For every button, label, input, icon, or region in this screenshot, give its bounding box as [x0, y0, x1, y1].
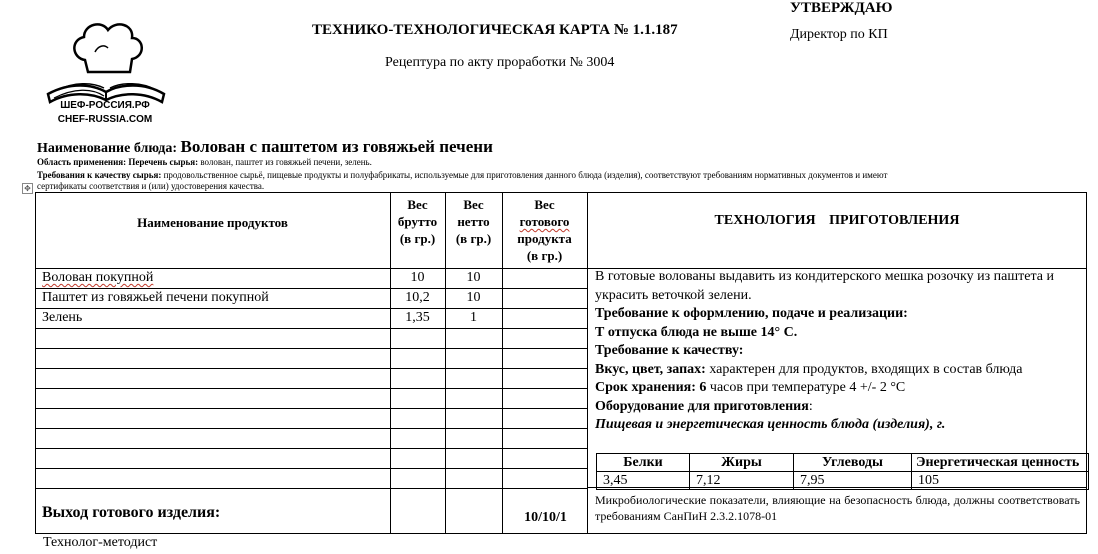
- logo-text-en: CHEF-RUSSIA.COM: [57, 114, 153, 125]
- row-divider: [36, 408, 587, 409]
- scope-line: [37, 157, 372, 167]
- technologist-signature-line: Технолог-методист: [43, 535, 158, 550]
- storage-text: часов при температуре 4 +/- 2 °С: [706, 380, 906, 395]
- output-label: Выход готового изделия:: [42, 504, 221, 521]
- row-divider: [36, 348, 587, 349]
- quality-title: Требование к качеству:: [595, 343, 744, 358]
- product-net: 10: [466, 270, 481, 285]
- logo-text-ru: ШЕФ-РОССИЯ.РФ: [60, 100, 150, 111]
- row-divider: [36, 488, 587, 489]
- row-divider: [36, 368, 587, 369]
- row-divider: [36, 328, 587, 329]
- dish-name: Волован с паштетом из говяжьей печени: [180, 137, 493, 156]
- col-header-gross: [390, 196, 445, 247]
- nutrition-carbs: 7,95: [794, 472, 912, 490]
- nutrition-fat: 7,12: [690, 472, 794, 490]
- row-divider: [36, 448, 587, 449]
- col-header-gross-line: Вес: [407, 197, 428, 212]
- nutrition-header-row: [597, 454, 1089, 472]
- col-header-technology: ТЕХНОЛОГИЯ ПРИГОТОВЛЕНИЯ: [714, 213, 960, 228]
- col-header-product: Наименование продуктов: [137, 215, 288, 230]
- col-divider: [587, 193, 588, 533]
- taste-line: [595, 361, 1080, 380]
- row-divider: [36, 308, 587, 309]
- nutrition-header-protein: Белки: [597, 454, 690, 472]
- taste-label: Вкус, цвет, запах:: [595, 361, 706, 377]
- nutrition-header-energy: Энергетическая ценность: [912, 454, 1089, 472]
- col-header-ready: [502, 196, 587, 264]
- technology-intro: В готовые волованы выдавить из кондитерского мешка розочку из паштета и украсить веточкой зелени.: [595, 269, 1054, 303]
- nutrition-title: Пищевая и энергетическая ценность блюда (изделия), г.: [595, 417, 946, 432]
- taste-text: характерен для продуктов, входящих в состав блюда: [705, 361, 1023, 377]
- product-name: Зелень: [42, 310, 83, 325]
- dish-name-label: Наименование блюда:: [37, 141, 181, 156]
- quality-requirements-line-2: сертификаты соответствия и (или) удостоверения качества.: [37, 181, 265, 191]
- serving-temperature: Т отпуска блюда не выше 14° С.: [595, 324, 798, 340]
- nutrition-table: [596, 453, 1089, 490]
- nutrition-header-carbs: Углеводы: [794, 454, 912, 472]
- product-net: 1: [470, 310, 477, 325]
- product-net: 10: [466, 290, 481, 305]
- chef-hat-book-icon: [40, 12, 170, 130]
- scope-label: Область применения: Перечень сырья:: [37, 157, 201, 167]
- product-gross: 10,2: [405, 290, 430, 305]
- serving-requirements-title: Требование к оформлению, подаче и реализации:: [595, 306, 908, 321]
- storage-label: Срок хранения: 6: [595, 380, 707, 395]
- row-divider: [36, 428, 587, 429]
- nutrition-values-row: [597, 472, 1089, 490]
- equipment-label: Оборудование для приготовления: [595, 398, 809, 414]
- recipe-reference: Рецептура по акту проработки № 3004: [385, 55, 615, 70]
- nutrition-energy: 105: [912, 472, 1089, 490]
- approver-title: Директор по КП: [790, 27, 888, 42]
- col-header-net-line: Вес: [463, 197, 484, 212]
- product-gross: 1,35: [405, 310, 430, 325]
- card-title: ТЕХНИКО-ТЕХНОЛОГИЧЕСКАЯ КАРТА № 1.1.187: [312, 22, 678, 38]
- quality-requirements-label: Требования к качеству сырья:: [37, 170, 164, 180]
- quality-requirements-text: продовольственное сырьё, пищевые продукты и полуфабрикаты, используемые для приготовления данного блюда (изделия), соответствуют требованиям нормативных документов и имеют: [163, 170, 888, 180]
- product-name: [42, 269, 153, 287]
- product-gross: 10: [410, 270, 425, 285]
- col-header-gross-line: (в гр.): [399, 231, 436, 246]
- col-header-gross-line: брутто: [397, 214, 438, 229]
- quality-requirements-line: [37, 170, 887, 180]
- dish-name-line: [37, 137, 493, 157]
- col-header-ready-line: продукта: [517, 231, 572, 246]
- col-header-ready-line: Вес: [534, 197, 555, 212]
- approval-heading: УТВЕРЖДАЮ: [790, 0, 893, 16]
- row-divider: [36, 468, 587, 469]
- nutrition-protein: 3,45: [597, 472, 690, 490]
- equipment-colon: :: [808, 398, 813, 414]
- col-header-net: [445, 196, 502, 247]
- output-value: 10/10/1: [524, 510, 567, 525]
- storage-line: [595, 379, 1080, 398]
- equipment-line: [595, 398, 1080, 417]
- scope-text: волован, паштет из говяжьей печени, зелень.: [200, 157, 372, 167]
- table-move-handle-icon[interactable]: ✥: [22, 183, 33, 194]
- microbiology-note: Микробиологические показатели, влияющие на безопасность блюда, должны соответствовать требованиям СанПиН 2.3.2.1078-01: [595, 493, 1080, 523]
- nutrition-header-fat: Жиры: [690, 454, 794, 472]
- col-header-net-line: нетто: [457, 214, 490, 229]
- product-name-text: Волован покупной: [42, 270, 154, 285]
- technology-description: [595, 268, 1080, 435]
- row-divider: [36, 388, 587, 389]
- col-header-net-line: (в гр.): [455, 231, 492, 246]
- col-header-ready-line: (в гр.): [526, 248, 563, 263]
- col-header-ready-line: готового: [519, 214, 570, 229]
- product-name: Паштет из говяжьей печени покупной: [42, 290, 269, 305]
